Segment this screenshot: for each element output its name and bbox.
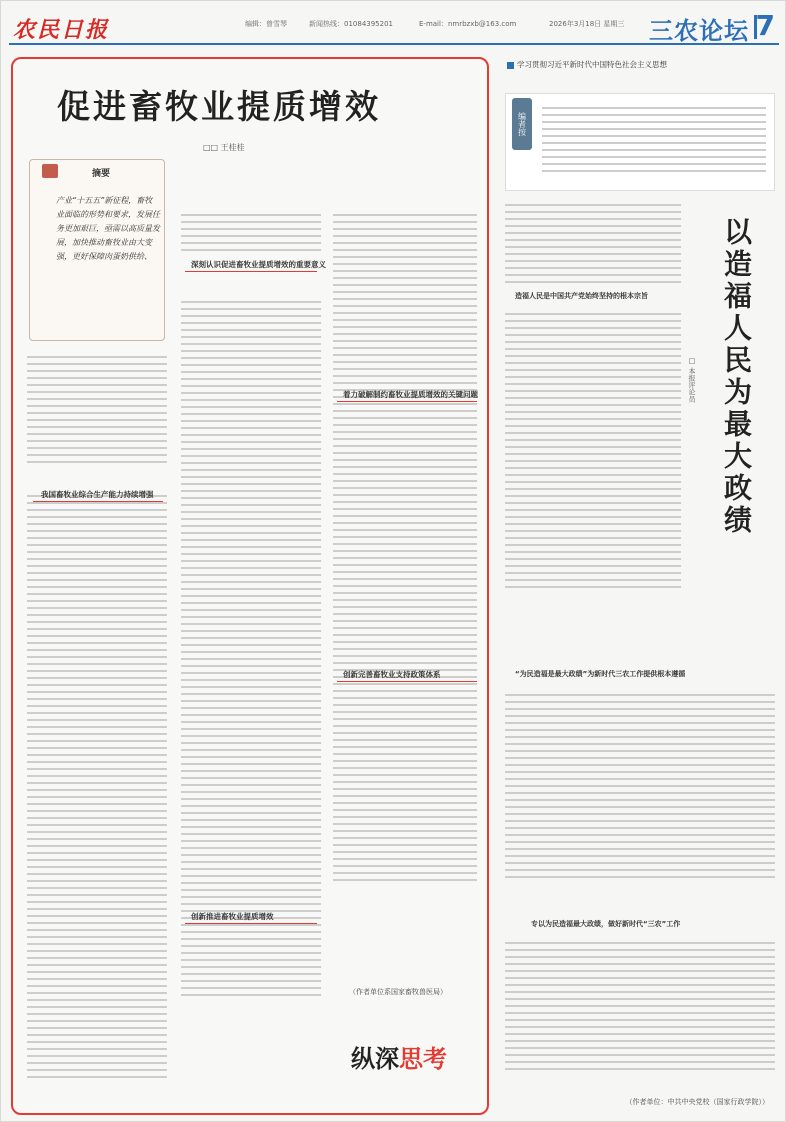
abstract-box <box>29 159 165 341</box>
author-note: （作者单位系国家畜牧兽医局） <box>349 988 447 996</box>
subhead-2: 着力破解制约畜牧业提质增效的关键问题 <box>343 390 478 399</box>
page-number: 7 <box>755 9 775 42</box>
sidebar-text-top <box>505 199 681 669</box>
stamp-text-red: 思考 <box>399 1044 447 1073</box>
editor-name: 编辑：曾雪琴 <box>245 20 287 28</box>
subhead-1: 我国畜牧业综合生产能力持续增强 <box>41 490 154 499</box>
article-byline: □□ 王桂桂 <box>203 143 245 152</box>
sidebar-author-note: （作者单位：中共中央党校（国家行政学院）） <box>625 1098 769 1106</box>
subhead-4: 创新完善畜牧业支持政策体系 <box>343 670 441 679</box>
abstract-label: 摘要 <box>92 169 111 179</box>
column-1-text <box>27 351 167 1101</box>
contact-email: E-mail：nmrbzxb@163.com <box>419 20 517 28</box>
sidebar-tag <box>507 59 667 70</box>
subhead-rule <box>185 923 317 924</box>
section-title: 三农论坛 <box>649 16 749 45</box>
editor-note-tag: 编者按 <box>512 98 532 150</box>
main-article <box>11 57 489 1115</box>
page-header <box>9 7 779 45</box>
sidebar-article <box>501 57 779 1115</box>
subhead-rule <box>337 401 477 402</box>
stamp-text-black: 纵深 <box>351 1044 399 1073</box>
subhead-rule <box>185 271 317 272</box>
abstract-icon <box>42 164 58 178</box>
sidebar-text-middle <box>505 689 775 909</box>
masthead-logo: 农民日报 <box>13 17 110 43</box>
sidebar-byline: □ 本报评论员 <box>688 357 696 403</box>
issue-date: 2026年3月18日 星期三 <box>549 20 625 28</box>
article-title: 促进畜牧业提质增效 <box>57 87 381 126</box>
subhead-7: 创新推进畜牧业提质增效 <box>191 912 274 921</box>
sidebar-headline: 以造福人民为最大政绩 <box>720 217 753 537</box>
abstract-text: 产业“十五五”新征程，畜牧业面临的形势和要求，发展任务更加艰巨，亟需以高质量发展，加快推动畜牧业由大变强，更好保障肉蛋奶供给、 <box>56 196 160 261</box>
column-stamp <box>351 1039 447 1074</box>
square-icon <box>507 62 514 69</box>
column-2-text <box>181 209 321 1099</box>
sidebar-tag-text: 学习贯彻习近平新时代中国特色社会主义思想 <box>517 60 667 69</box>
editor-note-text <box>542 102 766 182</box>
subhead-rule <box>337 681 477 682</box>
subhead-0: 深刻认识促进畜牧业提质增效的重要意义 <box>191 260 326 269</box>
subhead-rule <box>33 501 163 502</box>
sidebar-subhead-2: 专以为民造福最大政绩，做好新时代“三农”工作 <box>531 920 681 928</box>
editor-note-box <box>505 93 775 191</box>
sidebar-subhead-0: 造福人民是中国共产党始终坚持的根本宗旨 <box>515 292 648 300</box>
news-hotline: 新闻热线：01084395201 <box>309 20 393 28</box>
sidebar-text-bottom <box>505 937 775 1089</box>
column-3-text <box>333 209 477 979</box>
sidebar-subhead-1: “为民造福是最大政绩”为新时代三农工作提供根本遵循 <box>515 670 686 678</box>
